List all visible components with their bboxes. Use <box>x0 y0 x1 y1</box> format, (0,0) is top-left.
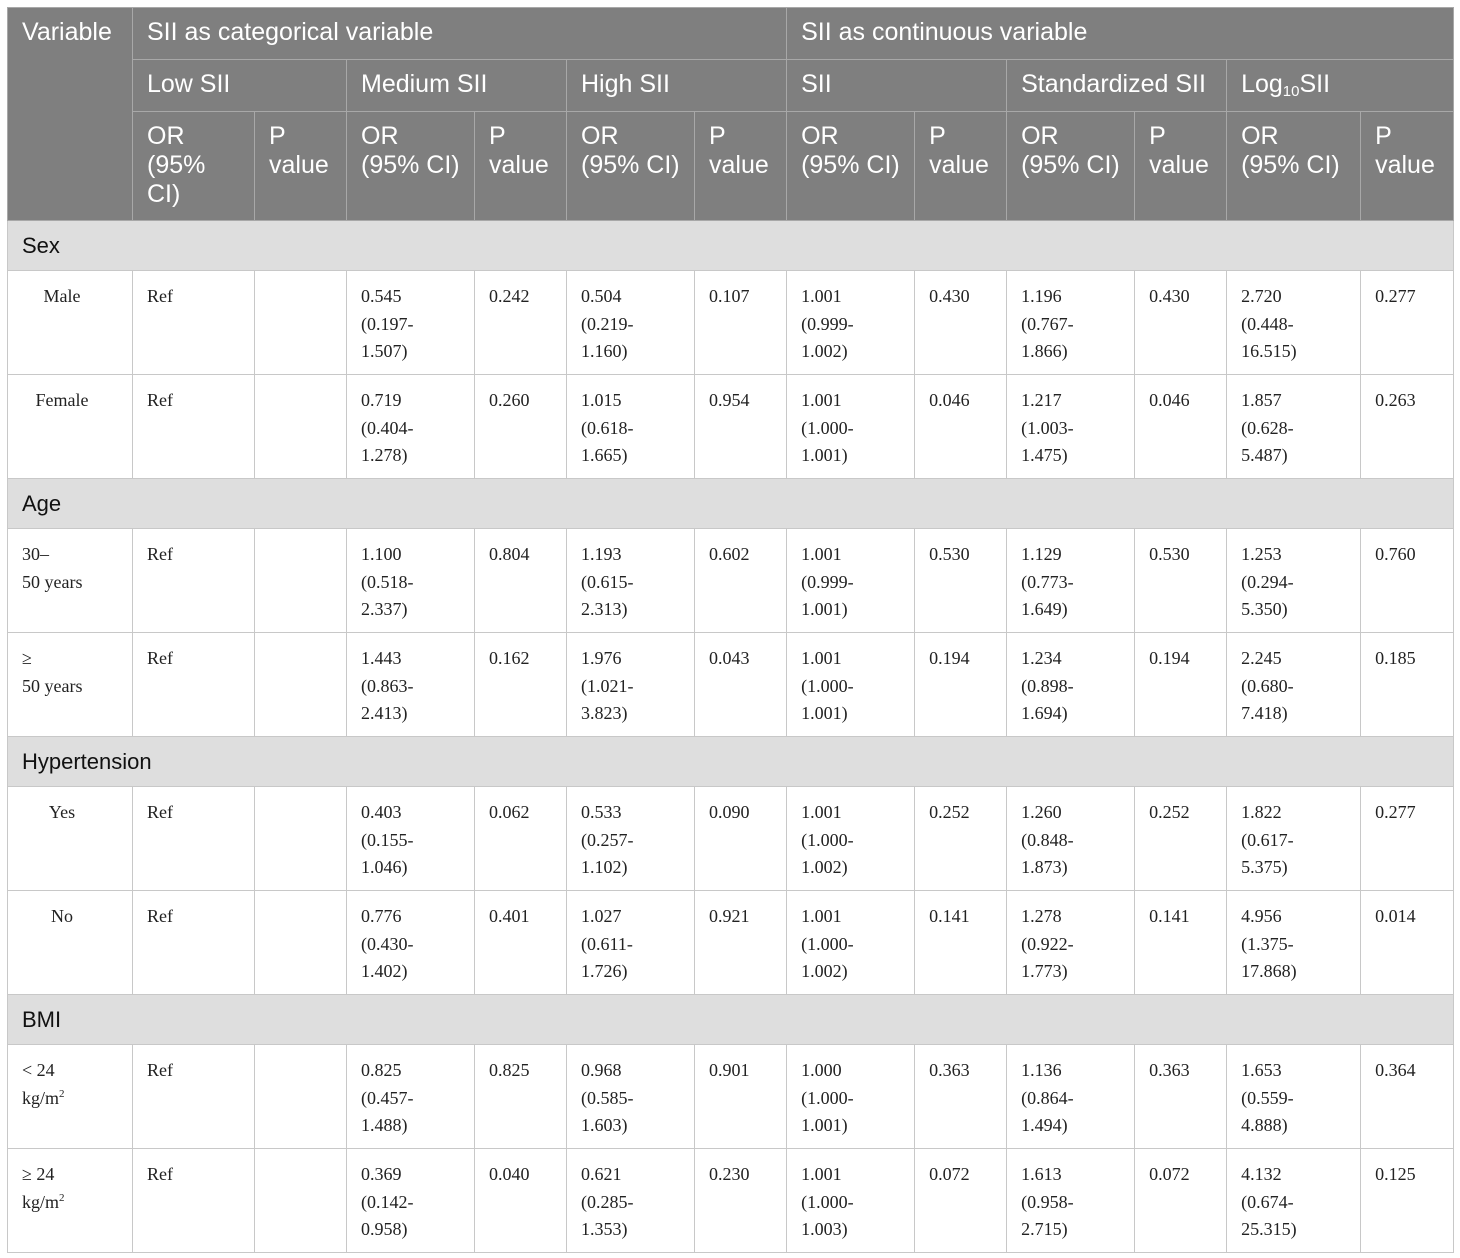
row-label: Yes <box>8 787 133 891</box>
cell-high-p: 0.901 <box>695 1045 787 1149</box>
row-label <box>8 1149 133 1253</box>
cell-medium-p: 0.825 <box>475 1045 567 1149</box>
cell-high-or: 0.533 (0.257- 1.102) <box>567 787 695 891</box>
cell-medium-or: 0.545 (0.197- 1.507) <box>347 271 475 375</box>
cell-std-or: 1.136 (0.864- 1.494) <box>1007 1045 1135 1149</box>
table-row <box>8 787 1454 891</box>
cell-low: Ref <box>133 271 255 375</box>
cell-log-or: 2.245 (0.680- 7.418) <box>1227 633 1361 737</box>
cell-log-p: 0.125 <box>1361 1149 1454 1253</box>
cell-sii-p: 0.046 <box>915 375 1007 479</box>
cell-medium-or: 1.100 (0.518- 2.337) <box>347 529 475 633</box>
section-age: Age <box>8 479 1454 529</box>
cell-std-p: 0.530 <box>1135 529 1227 633</box>
cell-std-or: 1.129 (0.773- 1.649) <box>1007 529 1135 633</box>
cell-high-p: 0.921 <box>695 891 787 995</box>
cell-high-p: 0.954 <box>695 375 787 479</box>
cell-medium-or: 0.776 (0.430- 1.402) <box>347 891 475 995</box>
cell-high-or: 0.621 (0.285- 1.353) <box>567 1149 695 1253</box>
cell-high-p: 0.107 <box>695 271 787 375</box>
table-row <box>8 375 1454 479</box>
header-or-log10: OR (95% CI) <box>1227 112 1361 221</box>
cell-sii-p: 0.530 <box>915 529 1007 633</box>
cell-log-or: 1.822 (0.617- 5.375) <box>1227 787 1361 891</box>
cell-std-or: 1.196 (0.767- 1.866) <box>1007 271 1135 375</box>
cell-sii-p: 0.072 <box>915 1149 1007 1253</box>
cell-low-p <box>255 1045 347 1149</box>
cell-sii-p: 0.430 <box>915 271 1007 375</box>
cell-high-or: 1.976 (1.021- 3.823) <box>567 633 695 737</box>
cell-low-p <box>255 529 347 633</box>
header-or-high: OR (95% CI) <box>567 112 695 221</box>
cell-high-p: 0.090 <box>695 787 787 891</box>
cell-medium-p: 0.401 <box>475 891 567 995</box>
header-high-sii: High SII <box>567 60 787 112</box>
header-p-sii: P value <box>915 112 1007 221</box>
cell-low: Ref <box>133 375 255 479</box>
cell-std-p: 0.141 <box>1135 891 1227 995</box>
cell-sii-p: 0.141 <box>915 891 1007 995</box>
row-label: Male <box>8 271 133 375</box>
row-label-text: < 24 kg/m <box>22 1060 60 1108</box>
cell-sii-p: 0.363 <box>915 1045 1007 1149</box>
header-p-medium: P value <box>475 112 567 221</box>
cell-std-or: 1.613 (0.958- 2.715) <box>1007 1149 1135 1253</box>
cell-low: Ref <box>133 1045 255 1149</box>
cell-log-p: 0.277 <box>1361 271 1454 375</box>
cell-medium-or: 0.719 (0.404- 1.278) <box>347 375 475 479</box>
cell-medium-or: 0.825 (0.457- 1.488) <box>347 1045 475 1149</box>
cell-log-or: 2.720 (0.448- 16.515) <box>1227 271 1361 375</box>
header-p-high: P value <box>695 112 787 221</box>
cell-sii-p: 0.194 <box>915 633 1007 737</box>
table-row <box>8 1045 1454 1149</box>
subgroup-or-table <box>7 7 1454 1253</box>
header-standardized-sii: Standardized SII <box>1007 60 1227 112</box>
header-variable: Variable <box>8 8 133 221</box>
header-or-sii: OR (95% CI) <box>787 112 915 221</box>
table-row <box>8 529 1454 633</box>
cell-std-p: 0.363 <box>1135 1045 1227 1149</box>
cell-log-or: 1.857 (0.628- 5.487) <box>1227 375 1361 479</box>
row-label <box>8 1045 133 1149</box>
cell-medium-p: 0.062 <box>475 787 567 891</box>
cell-medium-p: 0.242 <box>475 271 567 375</box>
cell-low-p <box>255 375 347 479</box>
header-or-medium: OR (95% CI) <box>347 112 475 221</box>
cell-sii-p: 0.252 <box>915 787 1007 891</box>
cell-log-or: 4.956 (1.375- 17.868) <box>1227 891 1361 995</box>
cell-medium-or: 0.369 (0.142- 0.958) <box>347 1149 475 1253</box>
cell-std-p: 0.046 <box>1135 375 1227 479</box>
header-p-standardized: P value <box>1135 112 1227 221</box>
cell-log-or: 1.653 (0.559- 4.888) <box>1227 1045 1361 1149</box>
cell-log-p: 0.277 <box>1361 787 1454 891</box>
cell-medium-p: 0.162 <box>475 633 567 737</box>
header-categorical: SII as categorical variable <box>133 8 787 60</box>
row-label: Female <box>8 375 133 479</box>
table-row <box>8 1149 1454 1253</box>
cell-log-p: 0.263 <box>1361 375 1454 479</box>
header-p-log10: P value <box>1361 112 1454 221</box>
cell-std-or: 1.234 (0.898- 1.694) <box>1007 633 1135 737</box>
cell-std-or: 1.260 (0.848- 1.873) <box>1007 787 1135 891</box>
cell-high-or: 1.193 (0.615- 2.313) <box>567 529 695 633</box>
cell-high-p: 0.230 <box>695 1149 787 1253</box>
header-sii: SII <box>787 60 1007 112</box>
log-tail: SII <box>1299 70 1331 98</box>
row-label-superscript: 2 <box>59 1087 65 1100</box>
row-label-text: ≥ 24 kg/m <box>22 1164 60 1212</box>
header-continuous: SII as continuous variable <box>787 8 1454 60</box>
log-subscript: 10 <box>1282 83 1300 100</box>
row-label: ≥ 50 years <box>8 633 133 737</box>
cell-medium-or: 0.403 (0.155- 1.046) <box>347 787 475 891</box>
table-row <box>8 891 1454 995</box>
section-bmi: BMI <box>8 995 1454 1045</box>
table-row <box>8 633 1454 737</box>
table-header <box>8 8 1454 221</box>
cell-sii-or: 1.001 (1.000- 1.002) <box>787 787 915 891</box>
cell-high-or: 0.504 (0.219- 1.160) <box>567 271 695 375</box>
cell-std-p: 0.194 <box>1135 633 1227 737</box>
cell-std-p: 0.072 <box>1135 1149 1227 1253</box>
cell-log-p: 0.185 <box>1361 633 1454 737</box>
cell-low: Ref <box>133 1149 255 1253</box>
results-table-container <box>7 7 1453 1253</box>
header-p-low: P value <box>255 112 347 221</box>
cell-low: Ref <box>133 529 255 633</box>
cell-low-p <box>255 891 347 995</box>
header-log10-sii <box>1227 60 1454 112</box>
cell-log-p: 0.014 <box>1361 891 1454 995</box>
section-sex: Sex <box>8 221 1454 271</box>
header-or-low: OR (95% CI) <box>133 112 255 221</box>
cell-high-or: 1.027 (0.611- 1.726) <box>567 891 695 995</box>
cell-sii-or: 1.001 (0.999- 1.002) <box>787 271 915 375</box>
cell-medium-or: 1.443 (0.863- 2.413) <box>347 633 475 737</box>
cell-low: Ref <box>133 633 255 737</box>
header-low-sii: Low SII <box>133 60 347 112</box>
row-label: No <box>8 891 133 995</box>
row-label-superscript: 2 <box>59 1191 65 1204</box>
cell-log-p: 0.760 <box>1361 529 1454 633</box>
cell-high-or: 1.015 (0.618- 1.665) <box>567 375 695 479</box>
cell-std-p: 0.252 <box>1135 787 1227 891</box>
cell-low-p <box>255 787 347 891</box>
cell-medium-p: 0.260 <box>475 375 567 479</box>
cell-sii-or: 1.001 (1.000- 1.003) <box>787 1149 915 1253</box>
cell-high-p: 0.602 <box>695 529 787 633</box>
cell-low-p <box>255 633 347 737</box>
row-label: 30– 50 years <box>8 529 133 633</box>
cell-std-or: 1.278 (0.922- 1.773) <box>1007 891 1135 995</box>
log-label: Log <box>1241 70 1283 98</box>
cell-high-or: 0.968 (0.585- 1.603) <box>567 1045 695 1149</box>
cell-low: Ref <box>133 787 255 891</box>
cell-std-p: 0.430 <box>1135 271 1227 375</box>
table-row <box>8 271 1454 375</box>
cell-low-p <box>255 1149 347 1253</box>
cell-medium-p: 0.804 <box>475 529 567 633</box>
section-hypertension: Hypertension <box>8 737 1454 787</box>
cell-low: Ref <box>133 891 255 995</box>
cell-sii-or: 1.000 (1.000- 1.001) <box>787 1045 915 1149</box>
cell-std-or: 1.217 (1.003- 1.475) <box>1007 375 1135 479</box>
cell-low-p <box>255 271 347 375</box>
cell-sii-or: 1.001 (0.999- 1.001) <box>787 529 915 633</box>
table-body <box>8 221 1454 1253</box>
cell-log-p: 0.364 <box>1361 1045 1454 1149</box>
header-or-standardized: OR (95% CI) <box>1007 112 1135 221</box>
cell-log-or: 4.132 (0.674- 25.315) <box>1227 1149 1361 1253</box>
cell-log-or: 1.253 (0.294- 5.350) <box>1227 529 1361 633</box>
cell-high-p: 0.043 <box>695 633 787 737</box>
header-medium-sii: Medium SII <box>347 60 567 112</box>
cell-medium-p: 0.040 <box>475 1149 567 1253</box>
cell-sii-or: 1.001 (1.000- 1.001) <box>787 375 915 479</box>
cell-sii-or: 1.001 (1.000- 1.001) <box>787 633 915 737</box>
cell-sii-or: 1.001 (1.000- 1.002) <box>787 891 915 995</box>
